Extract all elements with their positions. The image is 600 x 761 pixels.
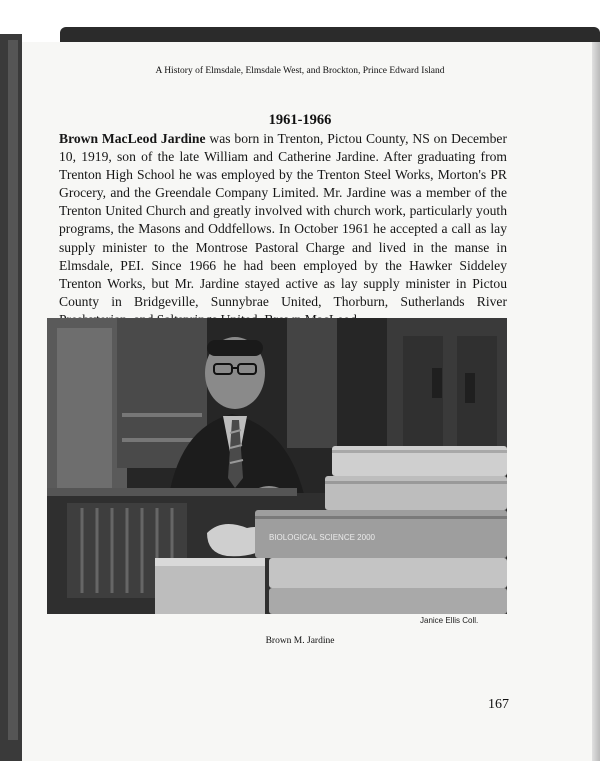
- bleed-through-text: [350, 92, 510, 104]
- photograph-illustration: [47, 318, 507, 614]
- photo-caption: Brown M. Jardine: [265, 636, 335, 646]
- paragraph-text: was born in Trenton, Pictou County, NS on December 10, 1919, son of the late William and Catherine Jardine. After graduating from Trenton High School he was employed by the Trenton Steel Works, Morton's PR Grocery, and the Greendale Company Limited. Mr. Jardine was a member of the Trenton United Church and greatly involved with church work, particularly youth programs, the Masons and Oddfellows. In October 1961 he accepted a call as lay supply minister to the Montrose Pastoral Charge and lived in the manse in Elmsdale, PEI. Since 1966 he had been employed by the Hawker Siddeley Trenton Works, but Mr. Jardine stayed active as lay supply minister in Pictou County in Bridgeville, Sunnybrae United, Thorburn, Sutherlands River: [59, 131, 507, 309]
- page-number: 167: [488, 697, 509, 712]
- photograph: [47, 318, 507, 614]
- book-spine-highlight: [8, 40, 18, 740]
- section-heading: 1961-1966: [268, 112, 332, 128]
- book-spine-label: BIOLOGICAL SCIENCE 2000: [269, 533, 375, 542]
- page-right-shadow: [592, 42, 600, 761]
- photo-credit: Janice Ellis Coll.: [420, 616, 479, 625]
- running-head: A History of Elmsdale, Elmsdale West, and Brockton, Prince Edward Island: [155, 66, 445, 76]
- subject-name: Brown MacLeod Jardine: [59, 131, 206, 146]
- body-paragraph: [59, 130, 507, 329]
